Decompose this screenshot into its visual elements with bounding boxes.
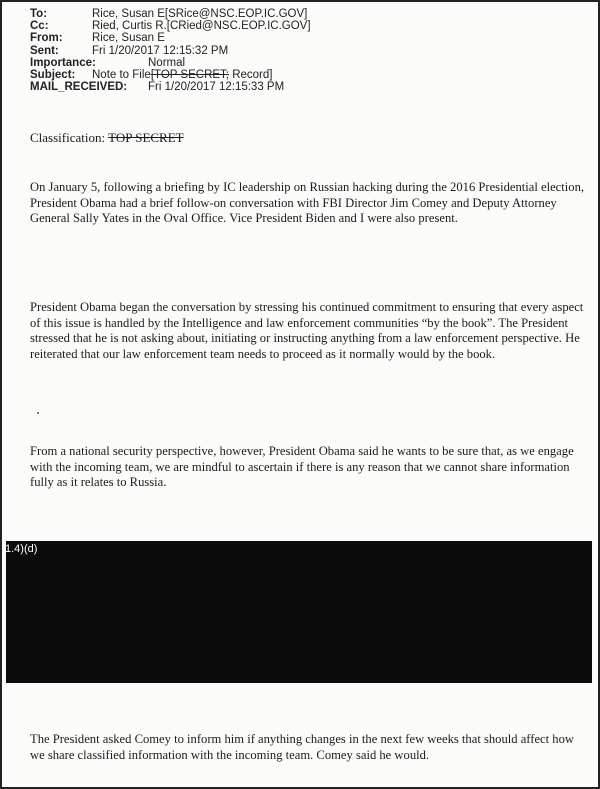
mail-received-value: Fri 1/20/2017 12:15:33 PM bbox=[148, 81, 285, 94]
redaction-code: 1.4)(d) bbox=[5, 543, 38, 555]
subject-value bbox=[92, 69, 272, 81]
cc-label: Cc: bbox=[30, 20, 49, 33]
subject-label: Subject: bbox=[30, 68, 76, 81]
sent-label: Sent: bbox=[30, 44, 59, 57]
paragraph-3: From a national security perspective, however, President Obama said he wants to be sure that, as we engage with the incoming team, we are mindful to ascertain if there is any reason that we cannot share information fully as it relates to Russia. bbox=[30, 444, 574, 489]
sent-value: Fri 1/20/2017 12:15:32 PM bbox=[92, 44, 229, 57]
paragraph-2: President Obama began the conversation by stressing his continued commitment to ensuring that every aspect of this issue is handled by the Intelligence and law enforcement communities “by the book”. The President stressed that he is not asking about, initiating or instructing anything from a law enforcement perspective. He reiterated that our law enforcement team needs to proceed as it normally would by the book. bbox=[30, 300, 584, 361]
mail-received-label: MAIL_RECEIVED: bbox=[30, 81, 128, 94]
to-value: Rice, Susan E[SRice@NSC.EOP.IC.GOV] bbox=[92, 8, 308, 20]
scan-speck bbox=[37, 412, 39, 414]
importance-value: Normal bbox=[148, 56, 186, 69]
redaction-block bbox=[6, 541, 592, 683]
paragraph-4: The President asked Comey to inform him if anything changes in the next few weeks that should affect how we share classified information with the incoming team. Comey said he would. bbox=[30, 732, 574, 762]
classification-value: TOP SECRET bbox=[108, 130, 184, 145]
classification-label: Classification: bbox=[30, 130, 106, 145]
paragraph-1: On January 5, following a briefing by IC leadership on Russian hacking during the 2016 Presidential election, President Obama had a brief follow-on conversation with FBI Director Jim Comey and Deputy Attorney General Sally Yates in the Oval Office. Vice President Biden and I were also present. bbox=[30, 180, 585, 225]
from-label: From: bbox=[30, 32, 63, 45]
from-value: Rice, Susan E bbox=[92, 32, 165, 45]
to-label: To: bbox=[30, 8, 48, 20]
subject-suffix: Record] bbox=[229, 68, 273, 81]
subject-prefix: Note to File bbox=[92, 68, 151, 81]
importance-label: Importance: bbox=[30, 56, 96, 69]
subject-struck-classification: [TOP SECRET; bbox=[150, 68, 229, 81]
classification-line bbox=[30, 130, 184, 146]
cc-value: Ried, Curtis R.[CRied@NSC.EOP.IC.GOV] bbox=[92, 20, 311, 33]
